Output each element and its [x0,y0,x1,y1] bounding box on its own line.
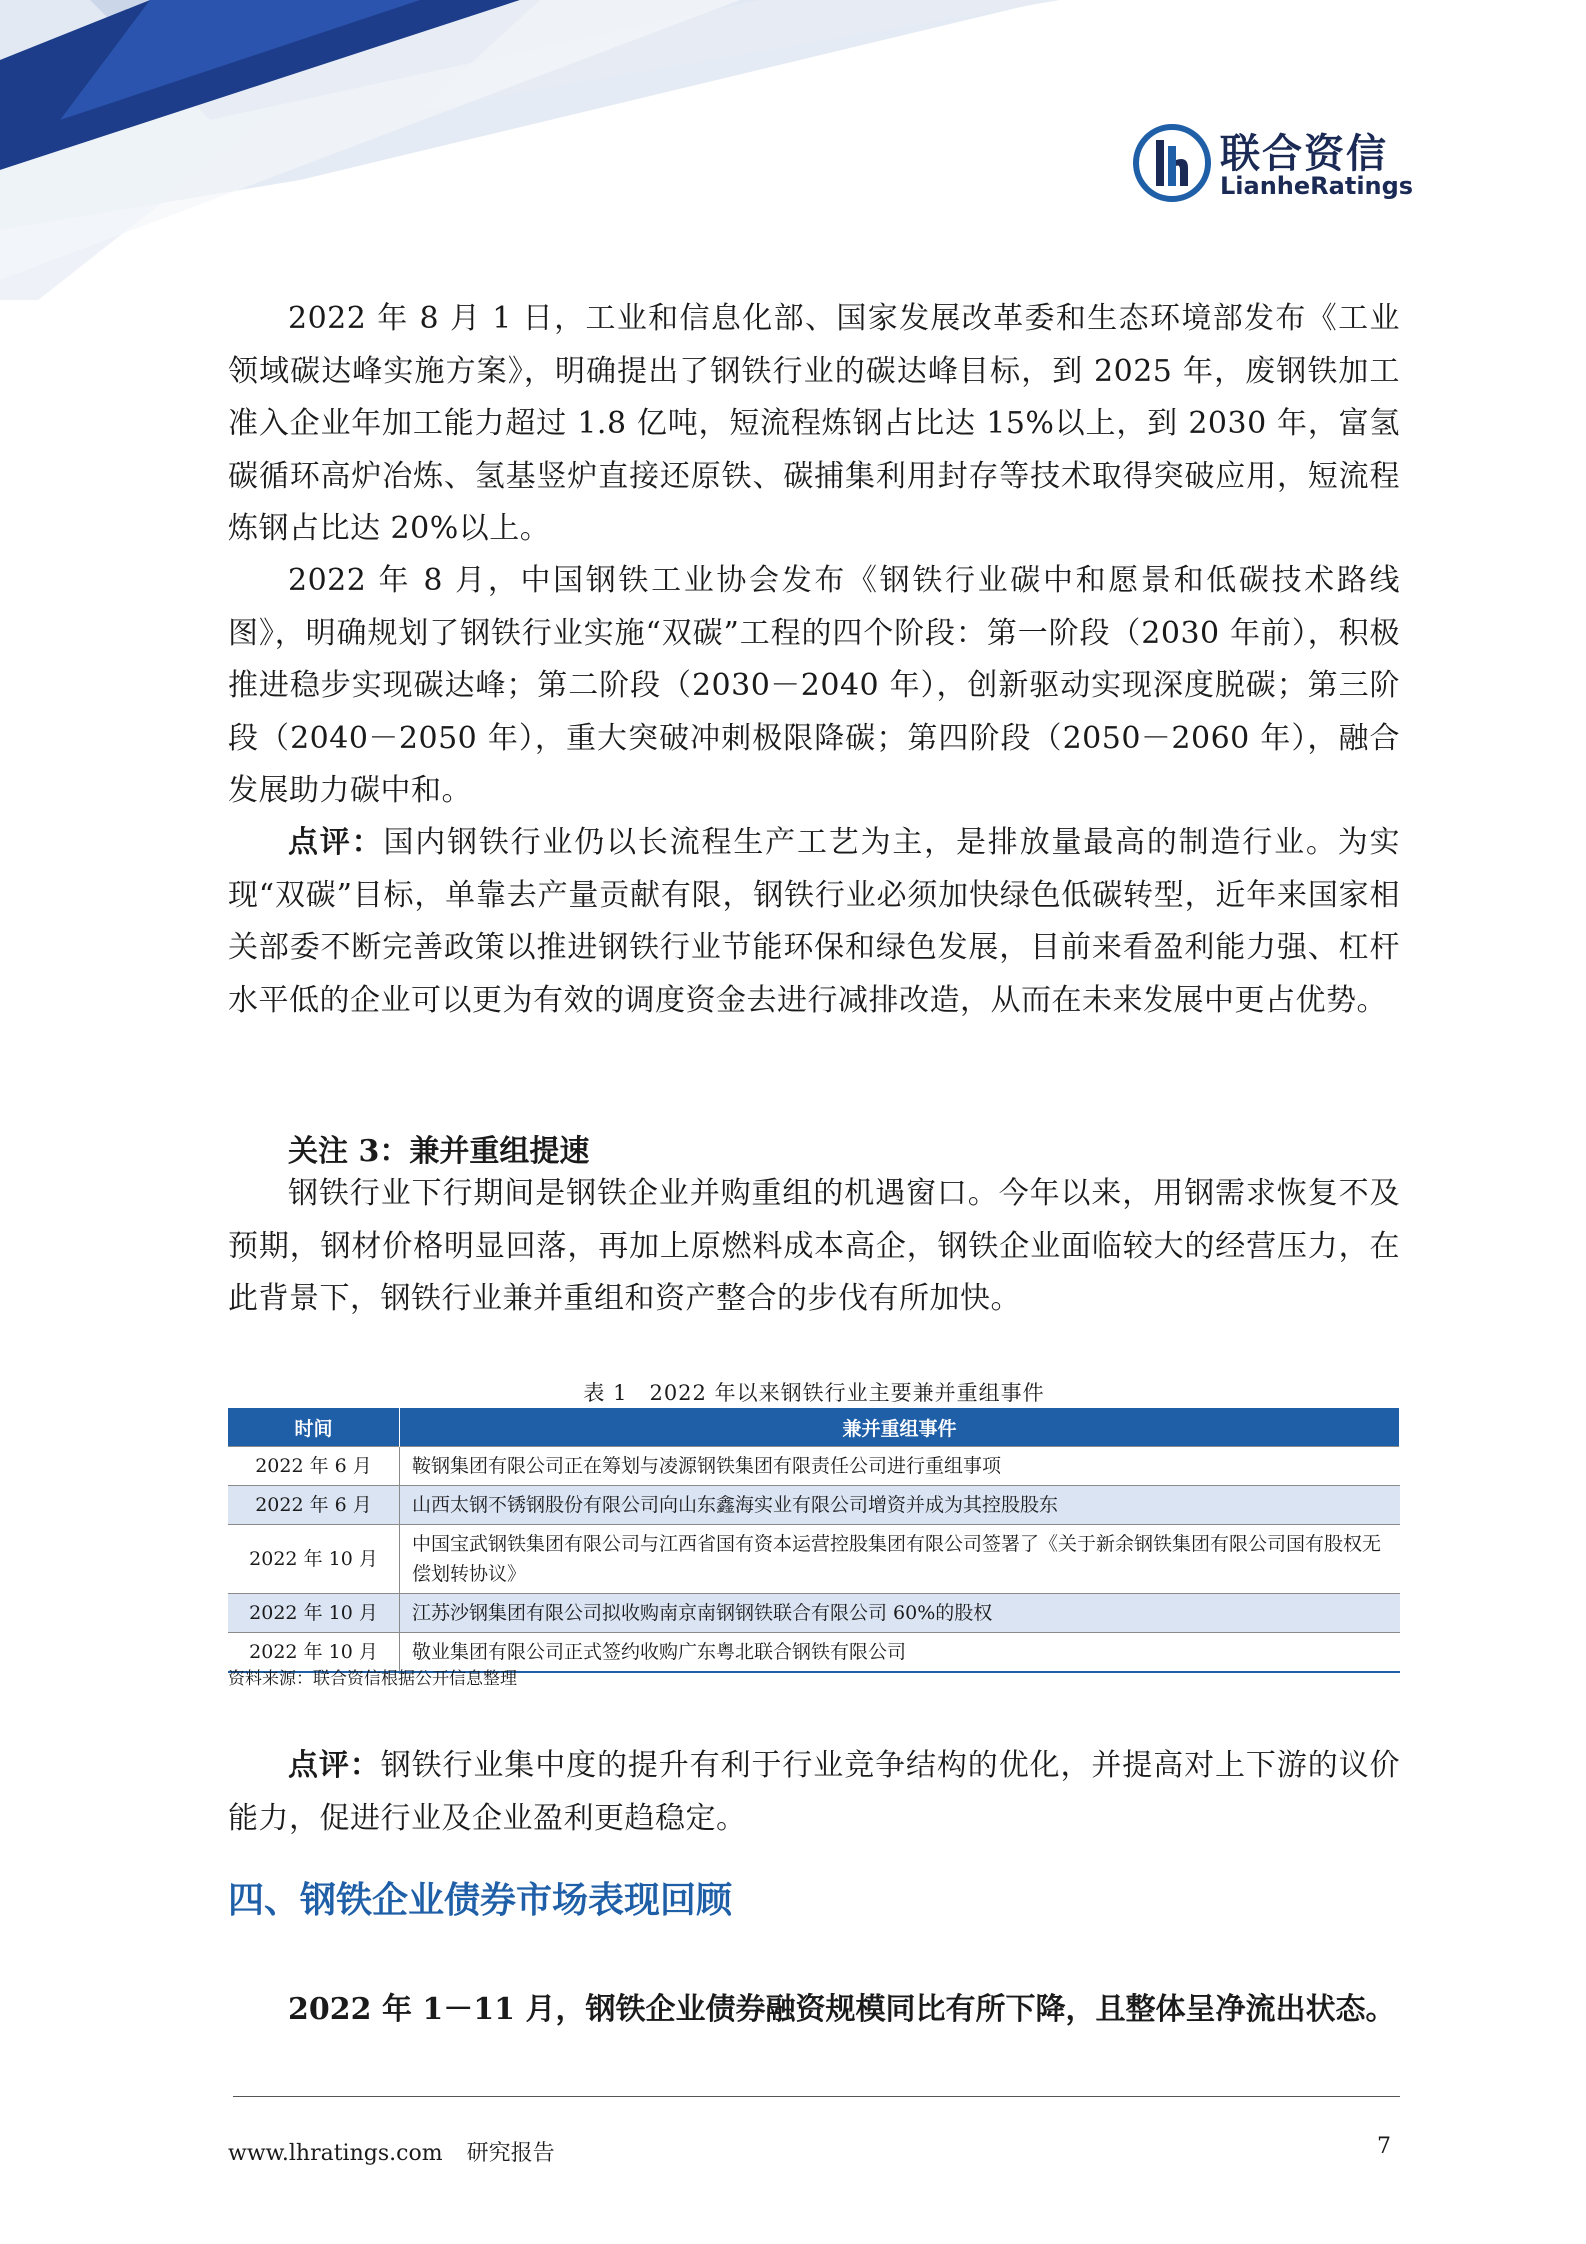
logo-english-name: LianheRatings [1220,172,1414,200]
commentary-label: 点评： [288,825,384,860]
footer-doc-type: 研究报告 [466,2141,555,2166]
header-time: 时间 [228,1408,400,1447]
section-heading: 四、钢铁企业债券市场表现回顾 [228,1880,733,1921]
section-summary: 2022 年 1－11 月，钢铁企业债券融资规模同比有所下降，且整体呈净流出状态。 [288,1992,1396,2027]
row-time: 2022 年 10 月 [228,1633,400,1673]
row-time: 2022 年 10 月 [228,1525,400,1594]
table-row [228,1486,1400,1525]
table-row [228,1594,1400,1633]
row-time: 2022 年 10 月 [228,1594,400,1633]
paragraph-mergers: 钢铁行业下行期间是钢铁企业并购重组的机遇窗口。今年以来，用钢需求恢复不及预期，钢材价格明显回落，再加上原燃料成本高企，钢铁企业面临较大的经营压力，在此背景下，钢铁行业兼并重组和资产整合的步伐有所加快。 [228,1176,1400,1316]
paragraph-carbon-roadmap: 2022 年 8 月，中国钢铁工业协会发布《钢铁行业碳中和愿景和低碳技术路线图》，明确规划了钢铁行业实施“双碳”工程的四个阶段：第一阶段（2030 年前），积极推进稳步实现碳达峰；第二阶段（2030－2040 年），创新驱动实现深度脱碳；第三阶段（2040－2050 年），重大突破冲刺极限降碳；第四阶段（2050－2060 年），融合发展助力碳中和。 [228,563,1400,808]
logo-chinese-name: 联合资信 [1220,131,1388,177]
commentary-text: 国内钢铁行业仍以长流程生产工艺为主，是排放量最高的制造行业。为实现“双碳”目标，单靠去产量贡献有限，钢铁行业必须加快绿色低碳转型，近年来国家相关部委不断完善政策以推进钢铁行业节能环保和绿色发展，目前来看盈利能力强、杠杆水平低的企业可以更为有效的调度资金去进行减排改造，从而在未来发展中更占优势。 [228,825,1401,1018]
lianhe-logo-icon [1132,120,1212,206]
merger-events-table [228,1408,1400,1673]
commentary-text: 钢铁行业集中度的提升有利于行业竞争结构的优化，并提高对上下游的议价能力，促进行业及企业盈利更趋稳定。 [228,1748,1401,1836]
row-event: 江苏沙钢集团有限公司拟收购南京南钢钢铁联合有限公司 60%的股权 [400,1594,1400,1633]
row-time: 2022 年 6 月 [228,1447,400,1486]
table-row [228,1447,1400,1486]
footer-divider [233,2096,1400,2097]
footer-website-link[interactable]: www.lhratings.com [228,2141,443,2166]
paragraph-commentary-1 [228,817,1400,1027]
row-event: 山西太钢不锈钢股份有限公司向山东鑫海实业有限公司增资并成为其控股股东 [400,1486,1400,1525]
table-row [228,1525,1400,1594]
row-event: 鞍钢集团有限公司正在筹划与凌源钢铁集团有限责任公司进行重组事项 [400,1447,1400,1486]
table-header-row [228,1408,1400,1447]
footer [228,2136,555,2167]
table-caption: 表 1 2022 年以来钢铁行业主要兼并重组事件 [583,1381,1045,1405]
header-event: 兼并重组事件 [400,1408,1400,1447]
page-number: 7 [1377,2134,1391,2159]
paragraph-commentary-2 [228,1740,1400,1845]
row-event: 敬业集团有限公司正式签约收购广东粤北联合钢铁有限公司 [400,1633,1400,1673]
paragraph-carbon-peak-plan: 2022 年 8 月 1 日，工业和信息化部、国家发展改革委和生态环境部发布《工业领域碳达峰实施方案》，明确提出了钢铁行业的碳达峰目标，到 2025 年，废钢铁加工准入企业年加工能力超过 1.8 亿吨，短流程炼钢占比达 15%以上，到 2030 年，富氢碳循环高炉冶炼、氢基竖炉直接还原铁、碳捕集利用封存等技术取得突破应用，短流程炼钢占比达 20%以上。 [228,301,1400,546]
company-logo [1132,120,1462,210]
commentary-label: 点评： [288,1748,381,1783]
row-event: 中国宝武钢铁集团有限公司与江西省国有资本运营控股集团有限公司签署了《关于新余钢铁集团有限公司国有股权无偿划转协议》 [400,1525,1400,1594]
table-source: 资料来源：联合资信根据公开信息整理 [228,1669,517,1689]
focus-heading: 关注 3：兼并重组提速 [288,1134,590,1169]
row-time: 2022 年 6 月 [228,1486,400,1525]
